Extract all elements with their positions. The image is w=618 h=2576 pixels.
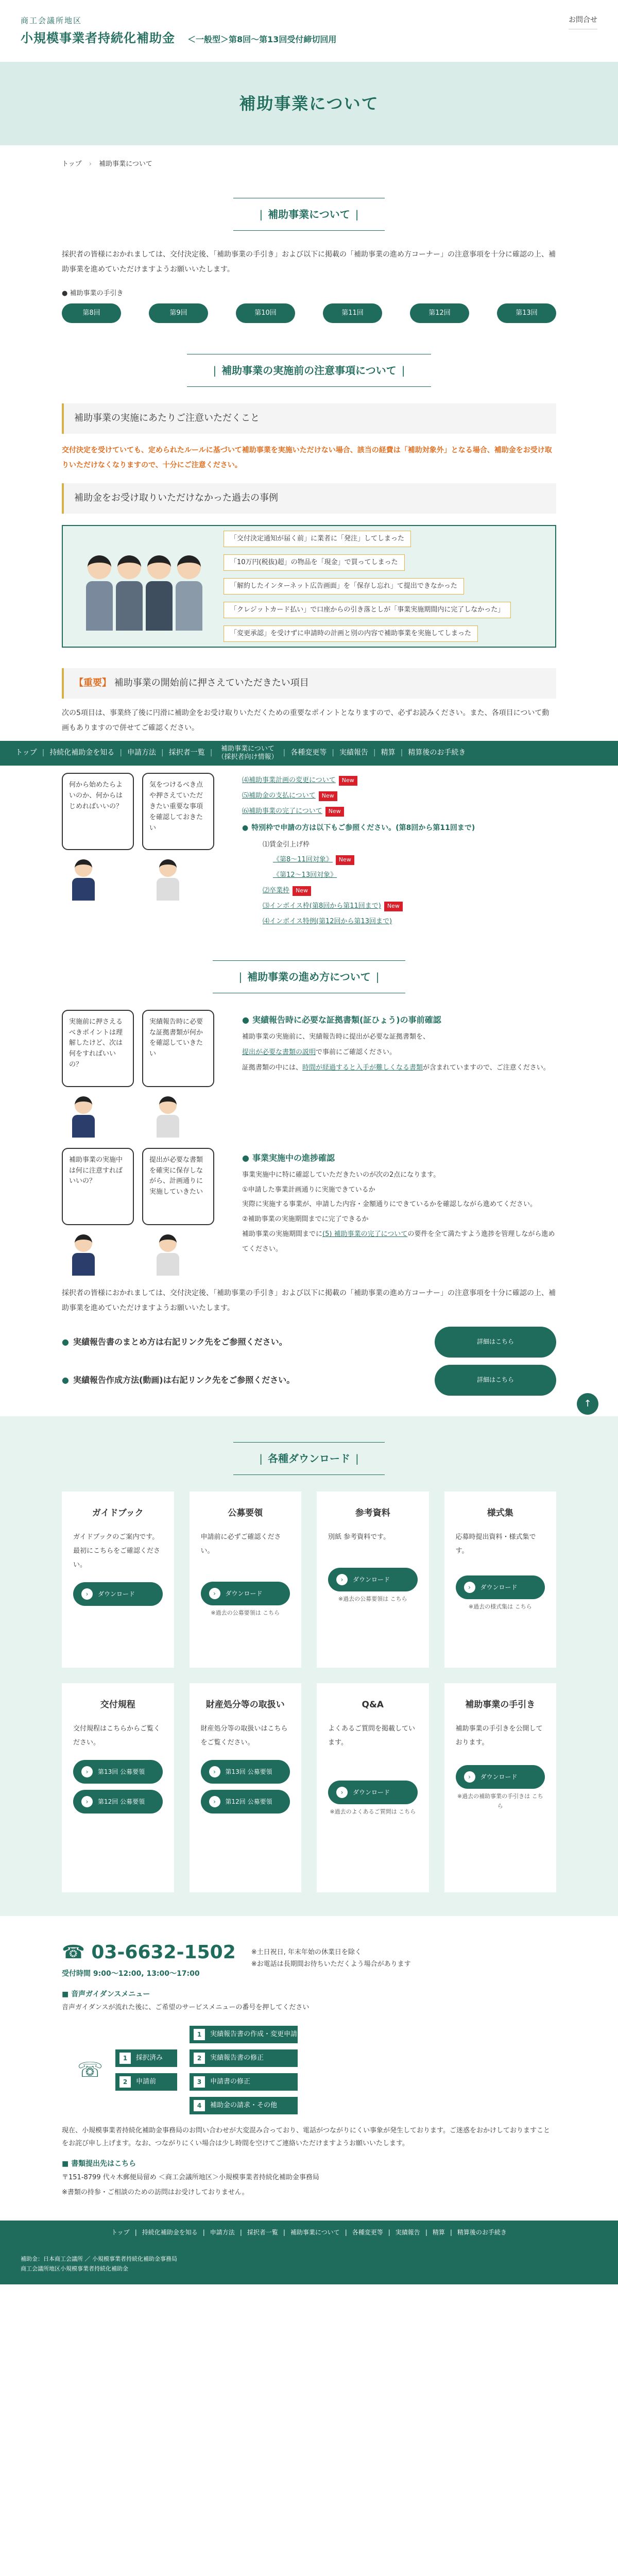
flow-option: 1 実績報告書の作成・変更申請 — [190, 2026, 298, 2043]
detail-button[interactable]: 詳細はこちら — [435, 1327, 556, 1358]
logo[interactable] — [21, 14, 336, 48]
flow-option: 2 実績報告書の修正 — [190, 2049, 298, 2067]
consult-section-1 — [0, 773, 618, 1395]
arrow-icon: › — [209, 1796, 220, 1807]
download-card — [317, 1683, 429, 1892]
new-badge: New — [336, 855, 354, 865]
section-title: | 補助事業について | — [233, 198, 384, 231]
step-text: 補助事業の実施前に、実績報告時に提出が必要な証拠書類を、 — [242, 1033, 430, 1041]
card-title: 参考資料 — [355, 1507, 390, 1518]
speech-bubble: 提出が必要な書類を確実に保存しながら、計画通りに実施していきたい — [142, 1148, 214, 1225]
speech-bubble: 何から始めたらよいのか、何からはじめればいいの？ — [62, 773, 134, 850]
round-button[interactable]: 第10回 — [236, 303, 295, 323]
card-note: ※過去の補助事業の手引きは こちら — [457, 1793, 543, 1809]
card-note: ※過去の公募要領は こちら — [338, 1595, 407, 1602]
important-heading-text: 補助事業の開始前に押さえていただきたい項目 — [114, 677, 309, 688]
card-note: ※過去の様式集は こちら — [468, 1603, 532, 1611]
arrow-icon: › — [464, 1582, 475, 1593]
nav-item-top[interactable]: トップ — [15, 749, 37, 757]
nav-item-report[interactable]: 実績報告 — [339, 749, 368, 757]
download-button[interactable]: › ダウンロード — [328, 1568, 418, 1591]
download-card — [62, 1492, 174, 1668]
closing-text: 採択者の皆様におかれましては、交付決定後、「補助事業の手引き」および以下に掲載の「補助事業の進め方コーナー」の注意事項を十分に確認の上、補助事業を進めていただけますようお願いいたします。 — [62, 1289, 556, 1313]
special-link[interactable]: ⑵卒業枠 — [263, 887, 290, 895]
download-card — [317, 1492, 429, 1668]
report-label: ● 実績報告作成方法(動画)は右記リンク先をご参照ください。 — [62, 1373, 295, 1387]
case-item: 「交付決定通知が届く前」に業者に「発注」してしまった — [224, 531, 411, 547]
nav-item-settle[interactable]: 精算 — [381, 749, 396, 757]
new-badge: New — [319, 791, 337, 801]
case-item: 「クレジットカード払い」で口座からの引き落としが「事業実施期間内に完了しなかった」 — [224, 602, 511, 618]
arrow-icon: › — [336, 1574, 348, 1585]
main-nav: トップ | 持続化補助金を知る | 申請方法 | 採択者一覧 | 補助事業について （採択者向け情報） | 各種変更等 | 実績報告 | 精算 | 精算後のお手続き — [0, 741, 618, 766]
person-illustration — [157, 1096, 179, 1138]
download-button[interactable]: › ダウンロード — [328, 1781, 418, 1804]
phone-handset-icon: ☏ — [77, 2058, 104, 2082]
important-tag: 【重要】 — [74, 677, 111, 688]
step-heading: ● 事業実施中の進捗確認 — [242, 1151, 556, 1165]
address-title: ■ 書類提出先はこちら — [62, 2160, 136, 2168]
hours-label: 受付時間 — [62, 1969, 91, 1978]
logo-name: 小規模事業者持続化補助金 — [21, 30, 175, 45]
person-illustration — [72, 1234, 95, 1276]
footer-link[interactable]: 各種変更等 — [352, 2229, 383, 2236]
contact-note: ※お電話は長期間お待ちいただくよう場合があります — [251, 1960, 411, 1969]
flow-option: 1 採択済み — [115, 2049, 177, 2067]
voice-guide-flow — [77, 2026, 556, 2114]
arrow-icon: › — [464, 1771, 475, 1783]
new-badge: New — [293, 886, 311, 896]
footer-link[interactable]: 持続化補助金を知る — [142, 2229, 198, 2236]
card-title: ガイドブック — [92, 1507, 144, 1518]
step-text: 事業実施中に特に確認していただきたいのが次の2点になります。 — [242, 1171, 440, 1179]
detail-button[interactable]: 詳細はこちら — [435, 1365, 556, 1396]
speech-bubble: 気をつけるべき点や押さえていただきたい重要な事項を確認しておきたい — [142, 773, 214, 850]
card-title: Q&A — [362, 1699, 384, 1710]
special-link[interactable]: 《第8〜11回対象》 — [273, 856, 333, 864]
speech-bubble: 実施前に押さえるべきポイントは理解したけど、次は何をすればいいの？ — [62, 1010, 134, 1087]
address: 〒151-8799 代々木郵便局留め ＜商工会議所地区＞小規模事業者持続化補助金事務局 — [62, 2174, 319, 2182]
footer-link[interactable]: トップ — [111, 2229, 130, 2236]
download-button[interactable]: › ダウンロード — [73, 1582, 163, 1606]
step-text: ②補助事業の実施期間までに完了できるか — [242, 1215, 369, 1223]
hero-banner — [0, 62, 618, 145]
nav-item-about[interactable]: 持続化補助金を知る — [49, 749, 115, 757]
card-note: ※過去の公募要領は こちら — [211, 1609, 280, 1617]
flow-option: 2 申請前 — [115, 2073, 177, 2091]
sub-heading: 補助事業の実施にあたりご注意いただくこと — [62, 403, 556, 434]
guide-link[interactable]: ⑹補助事業の完了について — [242, 807, 322, 816]
nav-item-change[interactable]: 各種変更等 — [290, 749, 327, 757]
special-link[interactable]: ⑶インボイス枠(第8回から第11回まで) — [263, 902, 381, 910]
card-desc: 補助事業の手引きを公開しております。 — [455, 1724, 543, 1747]
step-text: の要件を全て満たすよう進捗を管理しながら進めてください。 — [242, 1230, 555, 1253]
card-note: ※過去のよくあるご質問は こちら — [330, 1808, 416, 1816]
download-card — [62, 1683, 174, 1892]
arrow-icon: › — [81, 1588, 93, 1600]
important-text: 次の5項目は、事業終了後に円滑に補助金をお受け取りいただくための重要なポイントとなりますので、必ずお読みください。また、各項目について動画もありますので併せてご確認ください。 — [62, 708, 550, 732]
section-hojo — [0, 198, 618, 736]
arrow-icon: › — [336, 1787, 348, 1798]
round-button[interactable]: 第8回 — [62, 303, 121, 323]
case-list — [224, 527, 541, 646]
section-title: | 補助事業の進め方について | — [213, 960, 405, 993]
card-desc: 交付規程はこちらからご覧ください。 — [73, 1724, 161, 1747]
sub-heading: 補助金をお受け取りいただけなかった過去の事例 — [62, 483, 556, 514]
step-heading: ● 実績報告時に必要な証拠書類(証ひょう)の事前確認 — [242, 1013, 556, 1027]
flow-option: 4 補助金の請求・その他 — [190, 2097, 298, 2114]
speech-bubble: 補助事業の実施中は何に注意すればいいの？ — [62, 1148, 134, 1225]
special-link[interactable]: ⑷インボイス特例(第12回から第13回まで) — [263, 917, 392, 925]
flow-option: 3 申請書の修正 — [190, 2073, 298, 2091]
special-item: ⑴賃金引上げ枠 — [263, 840, 310, 849]
breadcrumb-home[interactable]: トップ — [62, 160, 82, 168]
card-title: 様式集 — [487, 1507, 513, 1518]
download-button[interactable]: › 第12回 公募要領 — [201, 1790, 290, 1814]
step-text: 補助事業の実施期間までに — [242, 1230, 323, 1239]
card-title: 補助事業の手引き — [465, 1699, 536, 1710]
footer-link[interactable]: 精算 — [432, 2229, 445, 2236]
contact-section — [0, 1916, 618, 2221]
round-button[interactable]: 第13回 — [497, 303, 556, 323]
person-illustration — [157, 1234, 179, 1276]
case-item: 「10万円(税抜)超」の物品を「現金」で買ってしまった — [224, 554, 405, 571]
download-card — [190, 1683, 302, 1892]
footer-nav: トップ | 持続化補助金を知る | 申請方法 | 採択者一覧 | 補助事業について | 各種変更等 | 実績報告 | 精算 | 精算後のお手続き — [0, 2221, 618, 2244]
card-title: 公募要領 — [228, 1507, 263, 1518]
page-top-button[interactable] — [577, 1393, 598, 1415]
logo-small-text: 商工会議所地区 — [21, 16, 82, 25]
speech-bubble: 実績報告時に必要な証拠書類が何かを確認していきたい — [142, 1010, 214, 1087]
download-button[interactable]: › 第12回 公募要領 — [73, 1790, 163, 1814]
step-text: ①申請した事業計画通りに実施できているか — [242, 1185, 375, 1194]
guide-link[interactable]: ⑸補助金の支払について — [242, 792, 316, 800]
step-text: が含まれていますので、ご注意ください。 — [423, 1063, 550, 1072]
card-desc: 申請前に必ずご確認ください。 — [200, 1533, 281, 1555]
guide-link[interactable]: ⑷補助事業計画の変更について — [242, 776, 336, 785]
new-badge: New — [384, 902, 403, 911]
round-button[interactable]: 第9回 — [149, 303, 208, 323]
document-link[interactable]: 時間が経過すると入手が難しくなる書類 — [302, 1063, 423, 1072]
document-link[interactable]: 提出が必要な書類の説明 — [242, 1048, 316, 1056]
worried-people-illustration — [77, 540, 211, 633]
report-row — [62, 1327, 556, 1358]
card-desc: 応募時提出資料・様式集です。 — [455, 1533, 536, 1555]
card-title: 財産処分等の取扱い — [205, 1699, 285, 1710]
case-item: 「解約したインターネット広告画面」を「保存し忘れ」て提出できなかった — [224, 578, 464, 595]
card-title: 交付規程 — [100, 1699, 135, 1710]
download-button[interactable]: › 第13回 公募要領 — [73, 1760, 163, 1784]
contact-note: ※土日祝日, 年末年始の休業日を除く — [251, 1948, 362, 1956]
card-desc: 財産処分等の取扱いはこちらをご覧ください。 — [200, 1724, 288, 1747]
arrow-icon: › — [209, 1588, 220, 1599]
site-header — [0, 0, 618, 62]
special-heading: ● 特別枠で申請の方は以下もご参照ください。(第8回から第11回まで) — [242, 822, 556, 835]
past-cases-box — [62, 525, 556, 648]
new-badge: New — [339, 776, 357, 786]
footer-link[interactable]: 補助事業について — [290, 2229, 340, 2236]
contact-link[interactable]: お問合せ — [569, 14, 597, 29]
nav-item-apply[interactable]: 申請方法 — [127, 749, 157, 757]
section-title: | 補助事業の実施前の注意事項について | — [187, 354, 431, 387]
section-title: | 各種ダウンロード | — [233, 1442, 385, 1475]
person-illustration — [72, 1096, 95, 1138]
round-button[interactable]: 第11回 — [323, 303, 382, 323]
new-badge: New — [325, 807, 344, 817]
breadcrumb — [0, 145, 618, 183]
card-desc: よくあるご質問を掲載しています。 — [328, 1724, 416, 1747]
round-buttons — [62, 303, 556, 323]
address-note: ※書類の持参・ご相談のための訪問はお受けしておりません。 — [62, 2188, 249, 2196]
step-text: 証拠書類の中には、 — [242, 1063, 303, 1072]
report-label: ● 実績報告書のまとめ方は右記リンク先をご参照ください。 — [62, 1335, 287, 1349]
person-illustration — [157, 859, 179, 901]
guide-title: ■ 音声ガイダンスメニュー — [62, 1990, 150, 1998]
intro-text: 採択者の皆様におかれましては、交付決定後、「補助事業の手引き」および以下に掲載の「補助事業の進め方コーナー」の注意事項を十分に確認の上、補助事業を進めていただけますようお願いいたします。 — [62, 250, 556, 274]
nav-item-after[interactable]: 精算後のお手続き — [408, 749, 466, 757]
page-title: 補助事業について — [239, 93, 379, 113]
arrow-icon: › — [81, 1766, 93, 1777]
nav-item-adopted[interactable]: 採択者一覧 — [168, 749, 205, 757]
report-row — [62, 1365, 556, 1396]
download-card — [190, 1492, 302, 1668]
site-footer — [0, 2221, 618, 2284]
step-text: で事前にご確認ください。 — [316, 1048, 397, 1056]
downloads-section — [0, 1416, 618, 1916]
card-desc: 別紙 参考資料です。 — [328, 1533, 390, 1541]
arrow-icon: › — [81, 1796, 93, 1807]
footer-copyright: 補助金：日本商工会議所 ／ 小規模事業者持続化補助金事務局 商工会議所地区小規模事業者持続化補助金 — [0, 2244, 618, 2284]
logo-sub: ＜一般型＞第8回〜第13回受付締切回用 — [187, 34, 337, 44]
important-heading — [62, 668, 556, 699]
hours-value: 9:00〜12:00, 13:00〜17:00 — [93, 1969, 200, 1978]
round-button[interactable]: 第12回 — [410, 303, 469, 323]
nav-item-hojo[interactable]: 補助事業について （採択者向け情報） — [217, 745, 278, 761]
footer-link[interactable]: 精算後のお手続き — [457, 2229, 507, 2236]
arrow-icon: › — [209, 1766, 220, 1777]
person-illustration — [72, 859, 95, 901]
special-link[interactable]: 《第12〜13回対象》 — [273, 871, 337, 879]
download-card — [444, 1683, 557, 1892]
download-card — [444, 1492, 557, 1668]
download-button[interactable]: › ダウンロード — [201, 1582, 290, 1605]
contact-note-long: 現在、小規模事業者持続化補助金事務局のお問い合わせが大変混み合っており、電話がつながりにくい事象が発生しております。ご迷惑をおかけしておりますことをお詫び申し上げます。なお、つながりにくい場合は少し時間を空けてご連絡いただけますようお願いいたします。 — [62, 2126, 550, 2147]
case-item: 「変更承認」を受けずに申請時の計画と別の内容で補助事業を実施してしまった — [224, 625, 478, 642]
warning-text: 交付決定を受けていても、定められたルールに基づいて補助事業を実施いただけない場合、該当の経費は「補助対象外」となる場合、補助金をお受け取りいただけなくなりますので、十分にご注意ください。 — [62, 446, 552, 469]
footer-link[interactable]: 実績報告 — [395, 2229, 420, 2236]
arrow-up-icon: ↑ — [583, 1398, 592, 1409]
card-desc: ガイドブックのご案内です。最初にこちらをご確認ください。 — [73, 1533, 161, 1569]
breadcrumb-current: 補助事業について — [99, 160, 152, 168]
footer-link[interactable]: 申請方法 — [210, 2229, 235, 2236]
download-button[interactable]: › 第13回 公募要領 — [201, 1760, 290, 1784]
breadcrumb-separator: › — [89, 160, 92, 168]
step-text: 実際に実施する事業が、申請した内容・金額通りにできているかを確認しながら進めてください。 — [242, 1200, 537, 1209]
download-button[interactable]: › ダウンロード — [456, 1575, 545, 1599]
phone-number[interactable]: ☎ 03-6632-1502 — [62, 1941, 236, 1963]
footer-link[interactable]: 採択者一覧 — [247, 2229, 278, 2236]
guide-desc: 音声ガイダンスが流れた後に、ご希望のサービスメニューの番号を押してください — [62, 2004, 310, 2012]
phone-icon: ☎ — [62, 1941, 92, 1963]
complete-link[interactable]: (5) 補助事業の完了について — [322, 1230, 408, 1239]
tebiki-label: ● 補助事業の手引き — [62, 289, 124, 297]
download-button[interactable]: › ダウンロード — [456, 1765, 545, 1789]
